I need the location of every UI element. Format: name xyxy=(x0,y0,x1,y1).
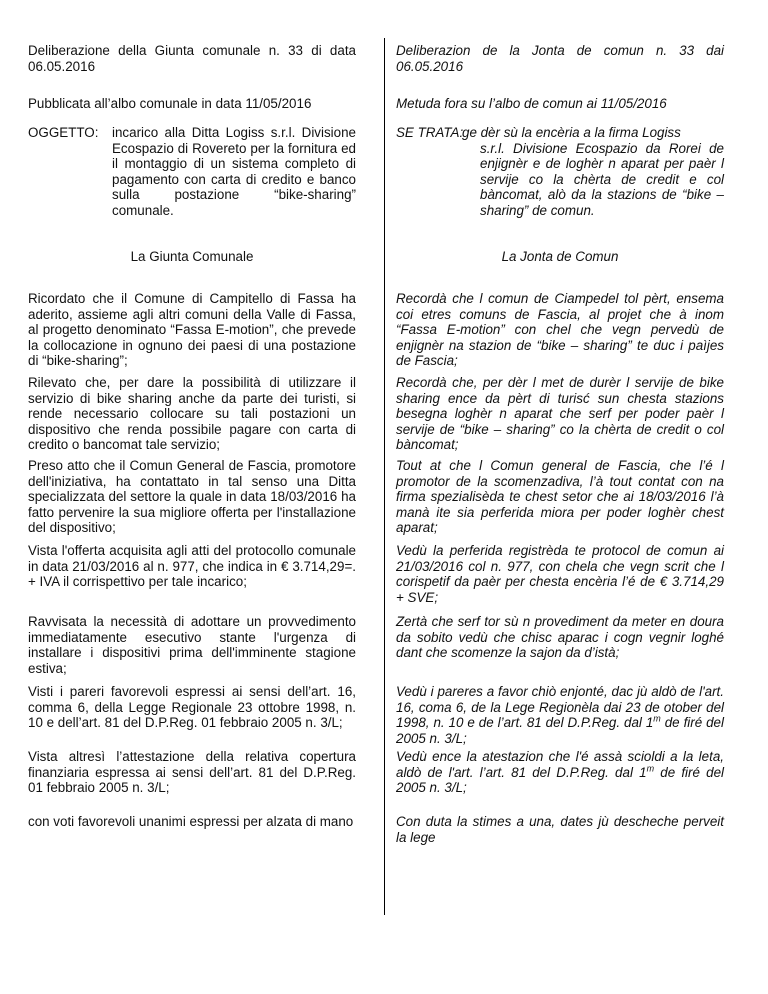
subject-block xyxy=(28,125,356,218)
paragraph-2: Rilevato che, per dare la possibilità di utilizzare il servizio di bike sharing anche da parte dei turisti, si rende necessario collocare su tali postazioni un dispositivo che renda possibile pagare con carta di credito o bancomat tale servizio; xyxy=(28,375,356,453)
subject-block xyxy=(396,125,724,218)
paragraph-1: Ricordato che il Comune di Campitello di Fassa ha aderito, assieme agli altri comuni della Valle di Fassa, al progetto denominato “Fassa E-motion”, che prevede la collocazione in ognuno dei paesi di una postazione di “bike-sharing”; xyxy=(28,291,356,369)
paragraph-1: Recordà che l comun de Ciampedel tol pèrt, ensema coi etres comuns de Fascia, al projet che à inom “Fassa E-motion” con chel che vegn pervedù de enjignèr na stazion de “bike – sharing” te duc i paìjes de Fascia; xyxy=(396,291,724,369)
subject-text: incarico alla Ditta Logiss s.r.l. Divisione Ecospazio di Rovereto per la fornitura ed il montaggio di un sistema completo di pagamento con carta di credito e banco sulla postazione “bike-sharing” comunale. xyxy=(112,125,356,218)
subject-text: s.r.l. Divisione Ecospazio da Rorei de enjignèr e de loghèr n aparat per paèr l servije co la chèrta de credit e col bàncomat, alò da la stazions de “bike – sharing” de comun. xyxy=(480,140,724,218)
paragraph-5: Ravvisata la necessità di adottare un provvedimento immediatamente esecutivo stante l'urgenza di installare i dispositivi prima dell'imminente stagione estiva; xyxy=(28,614,356,676)
paragraph-8: con voti favorevoli unanimi espressi per alzata di mano xyxy=(28,814,354,829)
body-title: La Jonta de Comun xyxy=(501,249,619,264)
paragraph-7-text: Vedù ence la atestazion che l'é assà scioldi a la leta, aldò de l'art. l’art. 81 del D.P.Reg. dal 1 xyxy=(396,749,724,780)
publication-note: Pubblicata all’albo comunale in data 11/05/2016 xyxy=(28,96,312,111)
paragraph-7: Vista altresì l’attestazione della relativa copertura finanziaria espressa ai sensi dell’art. 81 del D.P.Reg. 01 febbraio 2005 n. 3/L; xyxy=(28,749,356,796)
paragraph-3: Preso atto che il Comun General de Fascia, promotore dell'iniziativa, ha contattato in tal senso una Ditta specializzata del settore la quale in data 18/03/2016 ha fatto pervenire la sua migliore offerta per l'installazione del dispositivo; xyxy=(28,458,356,536)
subject-label: OGGETTO: xyxy=(28,125,99,140)
paragraph-6-superscript: m xyxy=(653,713,661,724)
paragraph-4: Vista l'offerta acquisita agli atti del protocollo comunale in data 21/03/2016 al n. 977, che indica in € 3.714,29=. + IVA il corrispettivo per tale incarico; xyxy=(28,543,356,590)
paragraph-6-text-end: de firé del 2005 n. 3/L; xyxy=(396,715,724,746)
body-title: La Giunta Comunale xyxy=(130,249,254,264)
paragraph-3: Tout at che l Comun general de Fascia, che l’é l promotor de la scomenzadiva, l’à tout contat con na firma spezialisèda te chest setor che ai 18/03/2016 l’à manà ite sia perferida miora per poder loghèr chest aparat; xyxy=(396,458,724,536)
paragraph-6 xyxy=(396,684,724,746)
paragraph-7 xyxy=(396,749,724,796)
paragraph-4: Vedù la perferida registrèda te protocol de comun ai 21/03/2016 col n. 977, con chela che vegn scrit che l corispetif da paèr per chesta encèria l’é de € 3.714,29 + SVE; xyxy=(396,543,724,605)
publication-note: Metuda fora su l’albo de comun ai 11/05/2016 xyxy=(396,96,667,111)
column-divider xyxy=(384,38,385,915)
paragraph-6: Visti i pareri favorevoli espressi ai sensi dell’art. 16, comma 6, della Legge Regionale 23 ottobre 1998, n. 10 e dell’art. 81 del D.P.Reg. 01 febbraio 2005 n. 3/L; xyxy=(28,684,356,731)
paragraph-7-text-end: de firé del 2005 n. 3/L; xyxy=(396,764,724,796)
paragraph-8: Con duta la stimes a una, dates jù descheche perveit la lege xyxy=(396,814,724,845)
deliberation-header: Deliberazione della Giunta comunale n. 33 di data 06.05.2016 xyxy=(28,43,356,74)
paragraph-7-superscript: m xyxy=(646,763,655,774)
subject-label: SE TRATA: xyxy=(396,125,464,140)
subject-text-first-line: ge dèr sù la encèria a la firma Logiss xyxy=(462,125,681,140)
paragraph-5: Zertà che serf tor sù n provediment da meter en doura da sobito vedù che chisc aparac i cogn vegnir loghé dant che scomenze la sajon da d’istà; xyxy=(396,614,724,661)
paragraph-2: Recordà che, per dèr l met de durèr l servije de bike sharing ence da pèrt di turisć sun chesta stazions besegna loghèr n aparat che serf per poder paèr l servije de “bike – sharing” co la chèrta de credit o col bàncomat; xyxy=(396,375,724,453)
paragraph-6-text: Vedù i pareres a favor chiò enjonté, dac jù aldò de l'art. 16, coma 6, de la Lege Regionèla dai 23 de otober del 1998, n. 10 e de l’art. 81 del D.P.Reg. dal 1 xyxy=(396,684,724,731)
deliberation-header: Deliberazion de la Jonta de comun n. 33 dai 06.05.2016 xyxy=(396,43,724,74)
